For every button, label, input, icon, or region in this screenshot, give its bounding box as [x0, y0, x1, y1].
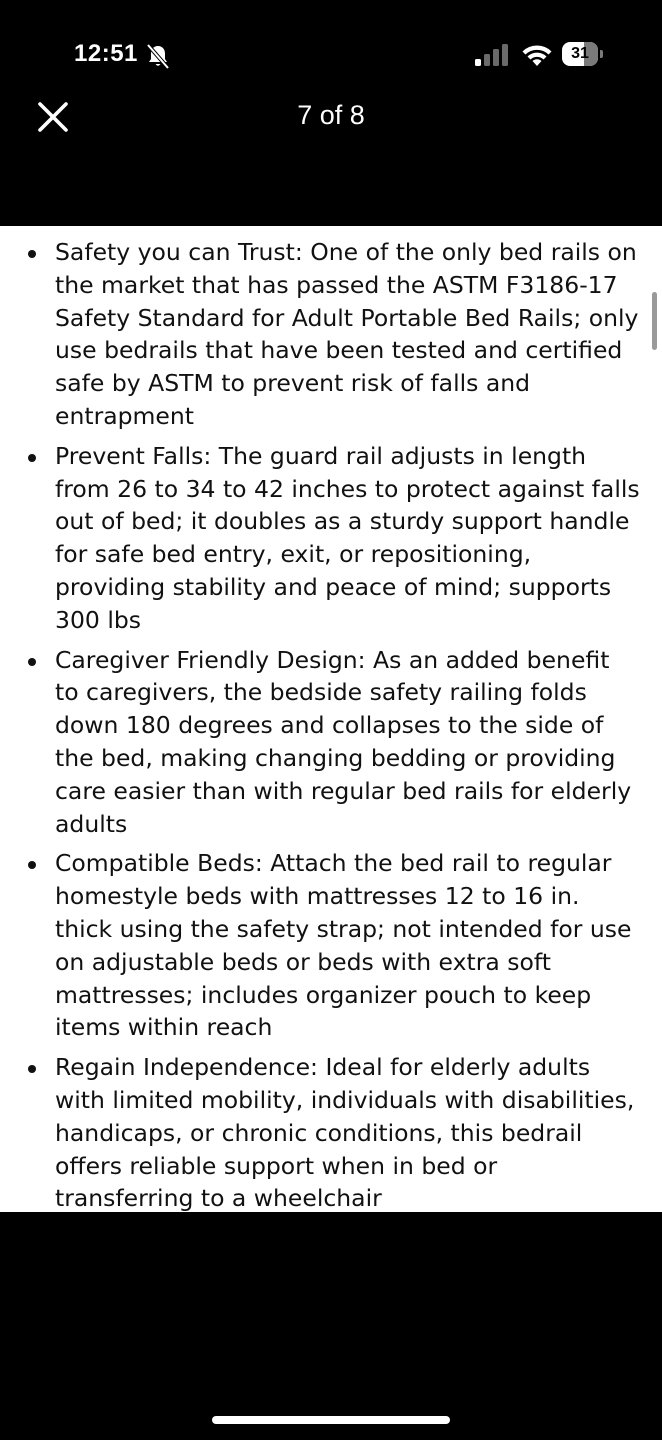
bullet-dot [28, 454, 36, 462]
bottom-area [0, 1212, 662, 1440]
nav-header [0, 84, 662, 226]
battery-body [562, 42, 598, 66]
bullet-dot [28, 250, 36, 258]
scroll-indicator[interactable] [652, 292, 657, 350]
bullet-text: Prevent Falls: The guard rail adjusts in length from 26 to 34 to 42 inches to protect against falls out of bed; it doubles as a sturdy support handle for safe bed entry, exit, or repositioning, providing stability and peace of mind; supports 300 lbs [55, 441, 640, 634]
bullet-text: Safety you can Trust: One of the only bed rails on the market that has passed the ASTM F3186-17 Safety Standard for Adult Portable Bed Rails; only use bedrails that have been tested and certified safe by ASTM to prevent risk of falls and entrapment [55, 238, 639, 430]
bullet-item [0, 440, 640, 637]
battery-tip [600, 50, 603, 58]
bullet-item [0, 644, 640, 841]
wifi-icon [520, 42, 554, 68]
bullet-dot [28, 658, 36, 666]
product-description[interactable] [0, 226, 662, 1212]
cellular-signal-icon [474, 44, 510, 66]
bullet-list [0, 226, 662, 1212]
status-time: 12:51 [74, 40, 138, 67]
bullet-item [0, 847, 640, 1044]
close-icon[interactable] [34, 98, 72, 136]
status-bar [0, 0, 662, 84]
bullet-dot [28, 861, 36, 869]
bullet-item [0, 236, 640, 433]
battery-icon [562, 42, 602, 66]
battery-level: 31 [571, 45, 589, 62]
bell-slash-icon [146, 44, 170, 70]
bullet-text: Regain Independence: Ideal for elderly adults with limited mobility, individuals with disabilities, handicaps, or chronic conditions, this bedrail offers reliable support when in bed or transferring to a wheelchair [55, 1053, 635, 1212]
bullet-text: Caregiver Friendly Design: As an added benefit to caregivers, the bedside safety railing folds down 180 degrees and collapses to the side of the bed, making changing bedding or providing care easier than with regular bed rails for elderly adults [55, 645, 632, 838]
page-counter: 7 of 8 [297, 100, 365, 130]
bullet-item [0, 1051, 640, 1212]
bullet-text: Compatible Beds: Attach the bed rail to regular homestyle beds with mattresses 12 to 16 in. thick using the safety strap; not intended for use on adjustable beds or beds with extra soft mattresses; includes organizer pouch to keep items within reach [55, 849, 632, 1042]
home-indicator[interactable] [212, 1416, 450, 1424]
bullet-dot [28, 1065, 36, 1073]
